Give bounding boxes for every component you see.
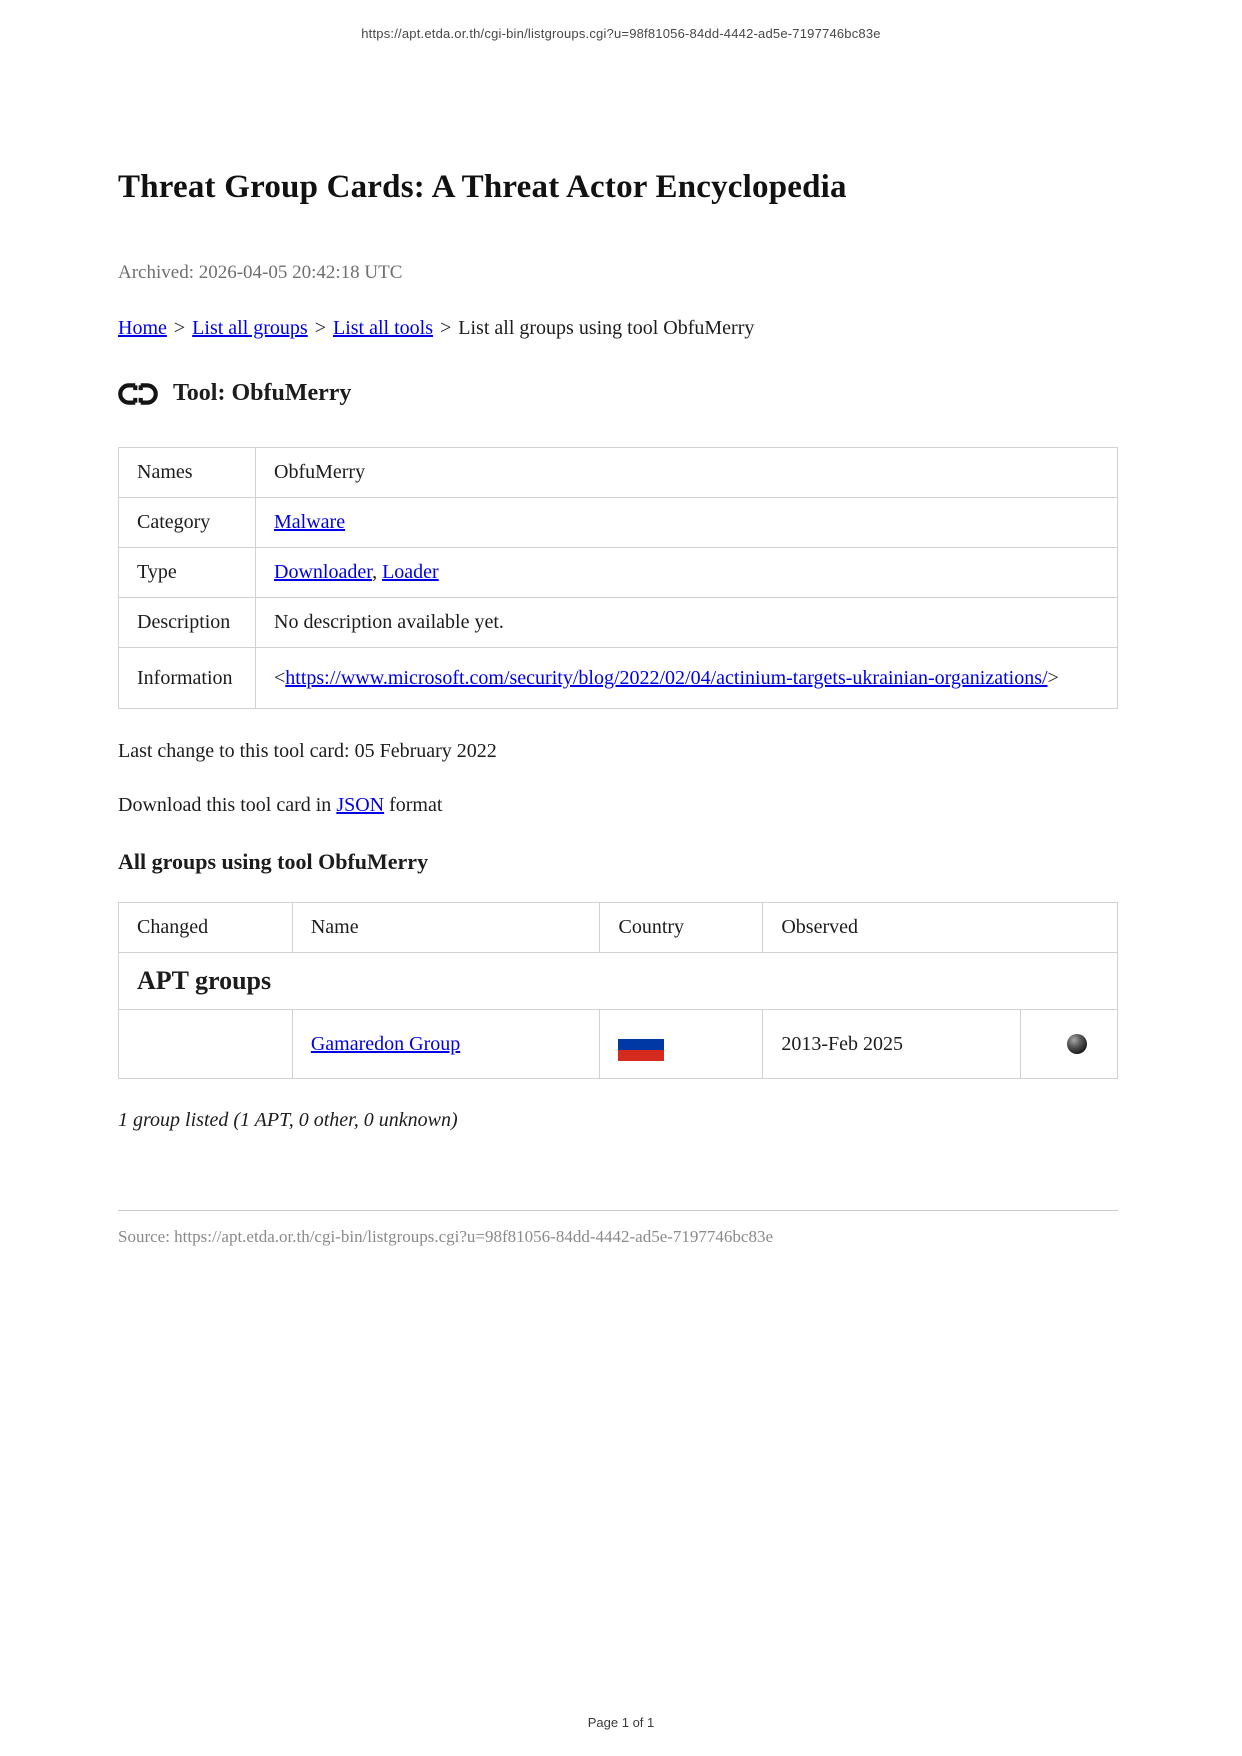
download-suffix: format: [384, 794, 443, 817]
breadcrumb-separator: >: [440, 317, 452, 339]
column-header-name: Name: [292, 903, 600, 953]
type-label: Type: [119, 548, 256, 598]
groups-summary: 1 group listed (1 APT, 0 other, 0 unknown): [118, 1109, 458, 1132]
table-row: [119, 648, 1118, 709]
column-header-changed: Changed: [119, 903, 293, 953]
flag-stripe-red: [618, 1050, 664, 1061]
section-title-apt-groups: APT groups: [137, 966, 272, 996]
table-row: [119, 548, 1118, 598]
table-row: [119, 448, 1118, 498]
category-value: [256, 498, 1118, 548]
names-label: Names: [119, 448, 256, 498]
russia-flag-icon: [618, 1028, 664, 1061]
page-title: Threat Group Cards: A Threat Actor Encyclopedia: [118, 169, 847, 205]
flag-stripe-white: [618, 1028, 664, 1039]
breadcrumb-separator: >: [173, 317, 186, 339]
source-url: Source: https://apt.etda.or.th/cgi-bin/listgroups.cgi?u=98f81056-84dd-4442-ad5e-7197746bc83e: [118, 1227, 773, 1247]
print-header-url: https://apt.etda.or.th/cgi-bin/listgroups.cgi?u=98f81056-84dd-4442-ad5e-7197746bc83e: [361, 26, 881, 41]
information-value: [256, 648, 1118, 709]
groups-header-row: [119, 903, 1118, 953]
section-cell: [119, 953, 1118, 1010]
group-observed-cell: 2013-Feb 2025: [763, 1010, 1021, 1079]
group-country-cell: [600, 1010, 763, 1079]
type-separator: ,: [372, 561, 383, 583]
group-name-cell: [292, 1010, 600, 1079]
archived-timestamp: Archived: 2026-04-05 20:42:18 UTC: [118, 262, 403, 283]
names-value: ObfuMerry: [256, 448, 1118, 498]
dark-sphere-icon: [1067, 1034, 1087, 1054]
column-header-country: Country: [600, 903, 763, 953]
information-label: Information: [119, 648, 256, 709]
column-header-observed: Observed: [763, 903, 1118, 953]
group-changed-cell: [119, 1010, 293, 1079]
divider: [118, 1210, 1118, 1211]
page-number: Page 1 of 1: [587, 1715, 655, 1730]
information-prefix: <: [274, 667, 286, 689]
json-download-link[interactable]: JSON: [336, 794, 385, 817]
table-row: [119, 598, 1118, 648]
download-prefix: Download this tool card in: [118, 794, 337, 817]
content: [118, 169, 1118, 1247]
flag-stripe-blue: [618, 1039, 664, 1050]
information-suffix: >: [1047, 667, 1059, 689]
breadcrumb-link-home[interactable]: Home: [118, 317, 167, 339]
type-value: [256, 548, 1118, 598]
breadcrumb-link-list-all-tools[interactable]: List all tools: [333, 317, 433, 339]
section-row: [119, 953, 1118, 1010]
groups-table: [118, 902, 1118, 1079]
type-link-loader[interactable]: Loader: [382, 561, 439, 583]
group-icon-cell: [1021, 1010, 1118, 1079]
breadcrumb-link-list-all-groups[interactable]: List all groups: [192, 317, 308, 339]
table-row: [119, 498, 1118, 548]
category-label: Category: [119, 498, 256, 548]
information-link[interactable]: https://www.microsoft.com/security/blog/2022/02/04/actinium-targets-ukrainian-organizations/: [285, 667, 1048, 689]
breadcrumb-current: List all groups using tool ObfuMerry: [458, 317, 755, 339]
type-link-downloader[interactable]: Downloader: [274, 561, 373, 583]
tool-card-table: [118, 447, 1118, 709]
tool-heading: [118, 380, 1118, 407]
description-label: Description: [119, 598, 256, 648]
groups-heading: All groups using tool ObfuMerry: [118, 849, 429, 875]
description-value: No description available yet.: [256, 598, 1118, 648]
last-change-text: Last change to this tool card: 05 February 2022: [118, 740, 497, 763]
table-row: [119, 1010, 1118, 1079]
tool-heading-label: Tool: ObfuMerry: [173, 380, 352, 406]
group-link-gamaredon[interactable]: Gamaredon Group: [310, 1032, 461, 1055]
breadcrumb-separator: >: [314, 317, 326, 339]
link-icon[interactable]: [118, 381, 158, 407]
breadcrumb: [118, 317, 1118, 340]
category-link-malware[interactable]: Malware: [274, 511, 346, 533]
download-line: [118, 794, 1118, 817]
